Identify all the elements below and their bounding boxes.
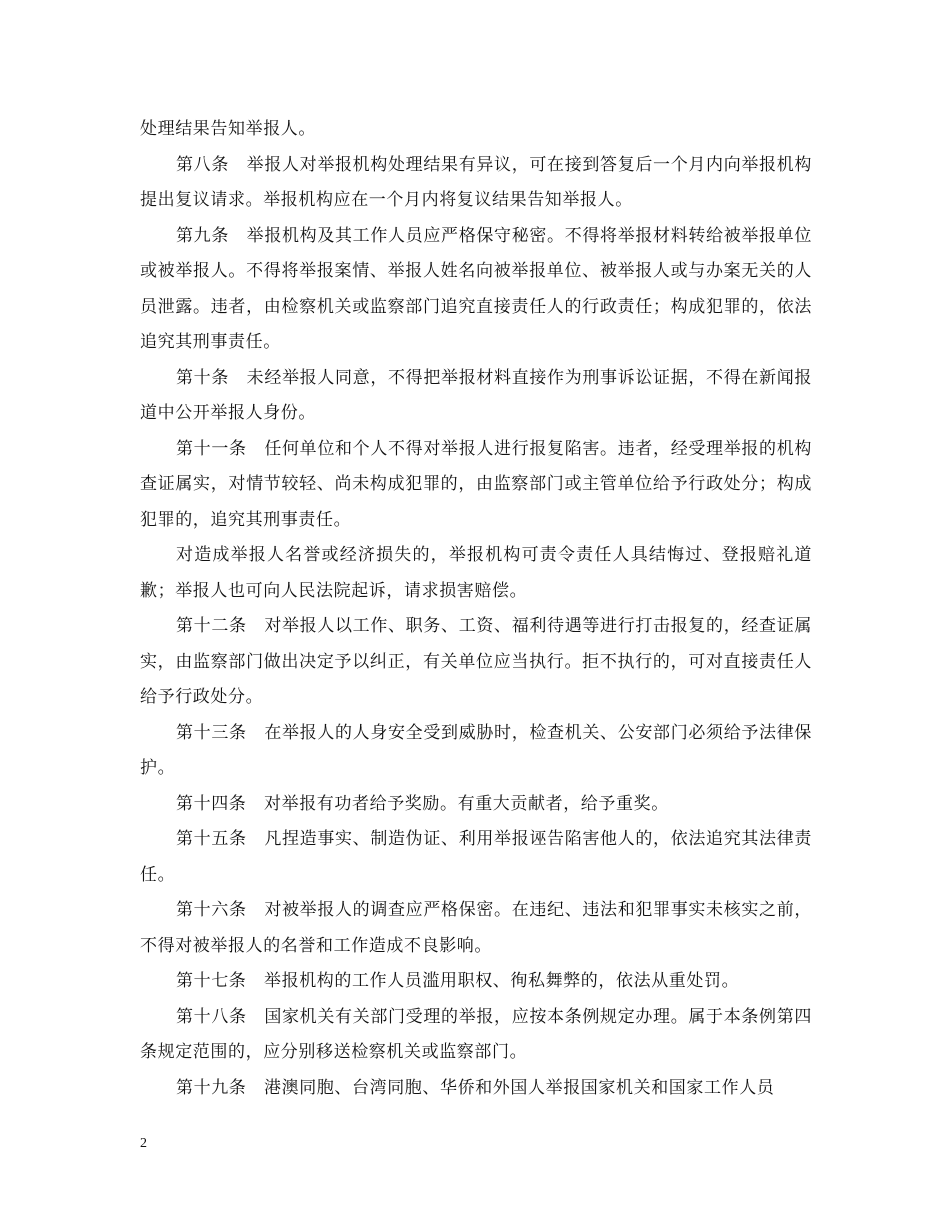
article-15: 第十五条 凡捏造事实、制造伪证、利用举报诬告陷害他人的，依法追究其法律责任。: [140, 829, 812, 885]
document-body: [140, 112, 812, 1106]
article-11-clause-2: 对造成举报人名誉或经济损失的，举报机构可责令责任人具结悔过、登报赔礼道歉；举报人也可向人民法院起诉，请求损害赔偿。: [140, 545, 812, 601]
article-14: 第十四条 对举报有功者给予奖励。有重大贡献者，给予重奖。: [176, 793, 669, 814]
paragraph-continuation: 处理结果告知举报人。: [140, 119, 316, 139]
article-9: 第九条 举报机构及其工作人员应严格保守秘密。不得将举报材料转给被举报单位或被举报人。不得将举报案情、举报人姓名向被举报单位、被举报人或与办案无关的人员泄露。违者，由检察机关或监察部门追究直接责任人的行政责任；构成犯罪的，依法追究其刑事责任。: [140, 225, 812, 352]
article-12: 第十二条 对举报人以工作、职务、工资、福利待遇等进行打击报复的，经查证属实，由监察部门做出决定予以纠正，有关单位应当执行。拒不执行的，可对直接责任人给予行政处分。: [140, 616, 812, 707]
article-8: 第八条 举报人对举报机构处理结果有异议，可在接到答复后一个月内向举报机构提出复议请求。举报机构应在一个月内将复议结果告知举报人。: [140, 154, 812, 210]
article-16: 第十六条 对被举报人的调查应严格保密。在违纪、违法和犯罪事实未核实之前，不得对被举报人的名誉和工作造成不良影响。: [140, 900, 812, 956]
article-13: 第十三条 在举报人的人身安全受到威胁时，检查机关、公安部门必须给予法律保护。: [140, 722, 812, 778]
article-19: 第十九条 港澳同胞、台湾同胞、华侨和外国人举报国家机关和国家工作人员: [176, 1077, 775, 1098]
article-10: 第十条 未经举报人同意，不得把举报材料直接作为刑事诉讼证据，不得在新闻报道中公开举报人身份。: [140, 367, 812, 423]
page-number: 2: [140, 1136, 147, 1151]
article-11: 第十一条 任何单位和个人不得对举报人进行报复陷害。违者，经受理举报的机构查证属实，对情节较轻、尚未构成犯罪的，由监察部门或主管单位给予行政处分；构成犯罪的，追究其刑事责任。: [140, 438, 812, 530]
article-18: 第十八条 国家机关有关部门受理的举报，应按本条例规定办理。属于本条例第四条规定范围的，应分别移送检察机关或监察部门。: [140, 1006, 812, 1062]
article-17: 第十七条 举报机构的工作人员滥用职权、徇私舞弊的，依法从重处罚。: [176, 971, 740, 991]
